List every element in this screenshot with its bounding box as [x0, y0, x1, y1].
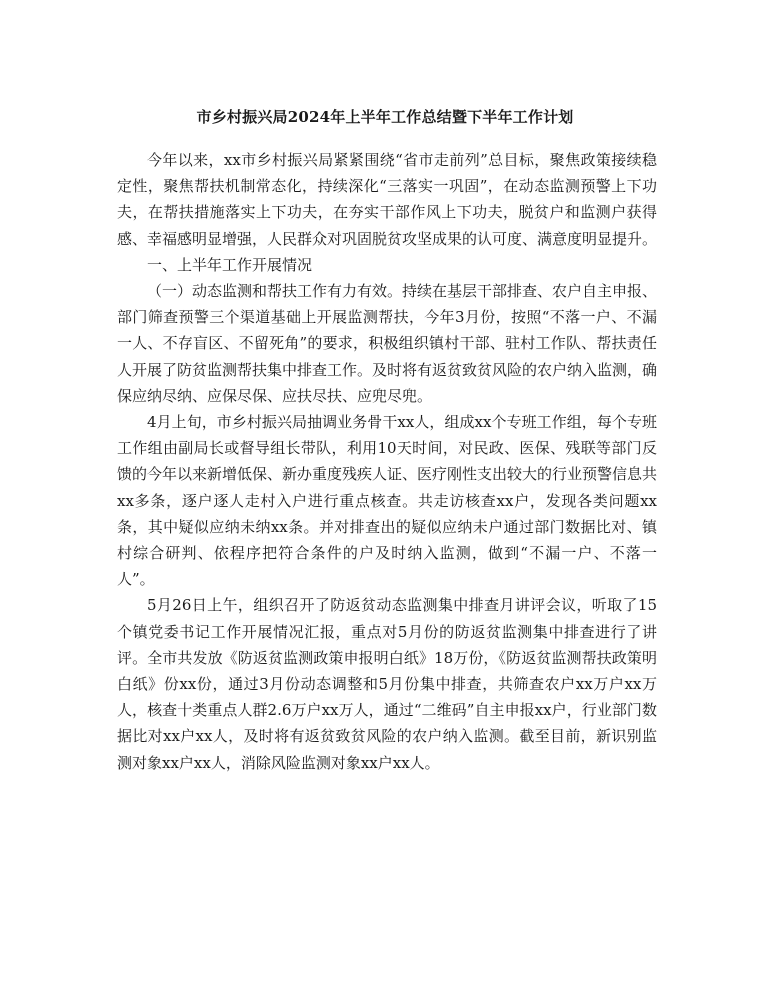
paragraph-april-review: 4月上旬，市乡村振兴局抽调业务骨干xx人，组成xx个专班工作组，每个专班工作组由副局长或督导组长带队，利用10天时间，对民政、医保、残联等部门反馈的今年以来新增低保、新办重度残疾人证、医疗刚性支出较大的行业预警信息共xx多条，逐户逐人走村入户进行重点核查。共走访核查xx户，发现各类问题xx条，其中疑似应纳未纳xx条。并对排查出的疑似应纳未户通过部门数据比对、镇村综合研判、依程序把符合条件的户及时纳入监测，做到“不漏一户、不落一人”。 — [117, 413, 658, 589]
paragraph-monitoring: （一）动态监测和帮扶工作有力有效。持续在基层干部排查、农户自主申报、部门筛查预警三个渠道基础上开展监测帮扶，今年3月份，按照“不落一户、不漏一人、不存盲区、不留死角”的要求，积极组织镇村干部、驻村工作队、帮扶责任人开展了防贫监测帮扶集中排查工作。及时将有返贫致贫风险的农户纳入监测，确保应纳尽纳、应保尽保、应扶尽扶、应兜尽兜。 — [117, 282, 658, 405]
document-title: 市乡村振兴局2024年上半年工作总结暨下半年工作计划 — [196, 108, 574, 126]
document-body — [117, 147, 657, 776]
section-heading: 一、上半年工作开展情况 — [147, 255, 313, 274]
intro-paragraph: 今年以来，xx市乡村振兴局紧紧围绕“省市走前列”总目标，聚焦政策接续稳定性，聚焦帮扶机制常态化，持续深化“三落实一巩固”，在动态监测预警上下功夫，在帮扶措施落实上下功夫，在夯实干部作风上下功夫，脱贫户和监测户获得感、幸福感明显增强，人民群众对巩固脱贫攻坚成果的认可度、满意度明显提升。 — [117, 151, 658, 248]
paragraph-may-meeting: 5月26日上午，组织召开了防返贫动态监测集中排查月讲评会议，听取了15个镇党委书记工作开展情况汇报，重点对5月份的防返贫监测集中排查进行了讲评。全市共发放《防返贫监测政策申报明白纸》18万份，《防返贫监测帮扶政策明白纸》份xx份，通过3月份动态调整和5月份集中排查，共筛查农户xx万户xx万人，核查十类重点人群2.6万户xx万人，通过“二维码”自主申报xx户，行业部门数据比对xx户xx人，及时将有返贫致贫风险的农户纳入监测。截至目前，新识别监测对象xx户xx人，消除风险监测对象xx户xx人。 — [117, 596, 657, 772]
